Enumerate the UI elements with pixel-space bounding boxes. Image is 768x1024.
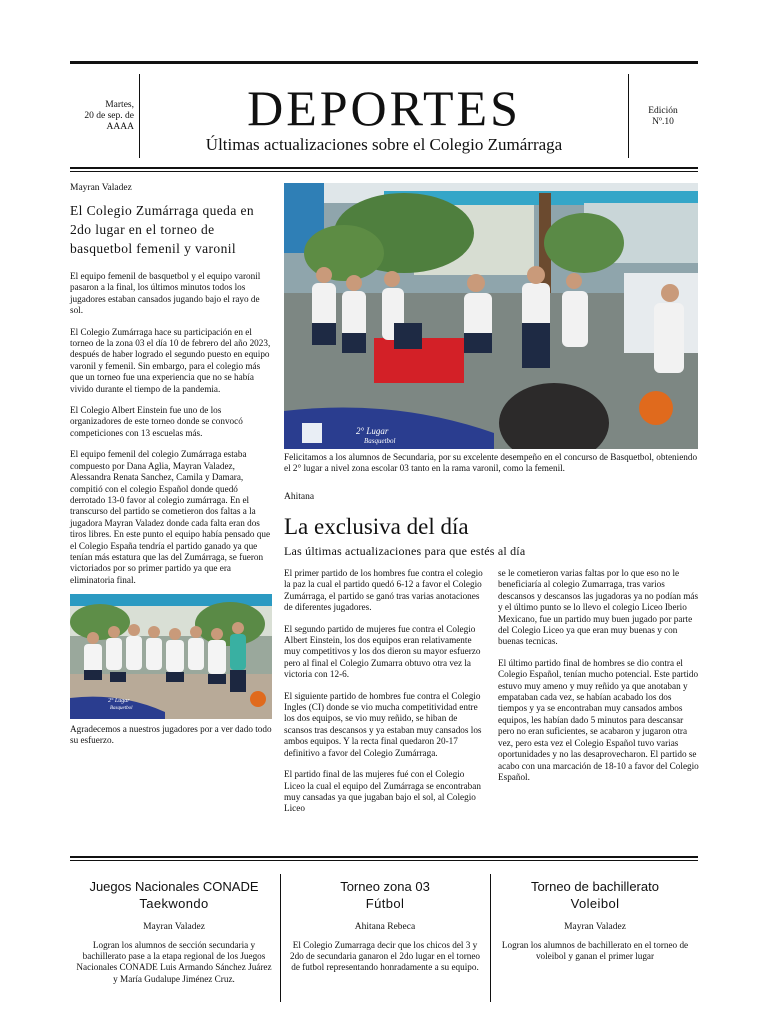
team-photo-illustration: [70, 594, 272, 719]
news-box-sport: Taekwondo: [139, 896, 209, 911]
date-block: [72, 100, 134, 133]
main-photo-banner-sub: Basquetbol: [364, 437, 396, 445]
bottom-divider-left: [280, 874, 281, 1002]
exclusive-paragraph: se le cometieron varias faltas por lo que eso no le beneficiaría al colegio Zumarraga, tras varios descansos y descansos las jugadoras ya no podían más y el último punto se lo llevo el colegio Liceo Iberio Mexicano, fue un partido muy buen jugado por parte del Colegio Liceo ya que eran muy buenas y con buenas tecnicas.: [498, 568, 699, 647]
news-box-author: Mayran Valadez: [564, 922, 626, 932]
masthead-divider-right: [628, 74, 629, 158]
left-article-paragraph: El equipo femenil del colegio Zumárraga estaba compuesto por Dana Aglia, Mayran Valadez, Alessandra Renata Sanchez, Camila y Damara, compitió con el colegio Español donde quedó derrotado 13-0 favor al colegio zumárraga. En el transcurso del partido se cometieron dos faltas a la jugadora Mayran Valadez donde cada falta eran dos tiros libres. En este punto el equipo había pensado que el Colegio España tendría el partido ganado ya que tenían más estatura que las del Zumárraga, se fueron victoriados por so primer partido ya que era eliminatoria final.: [70, 449, 271, 585]
date-line-2: 20 de sep. de: [84, 111, 134, 121]
masthead-bottom-rule: [70, 167, 698, 169]
edition-block: [636, 106, 690, 128]
news-box-text: Logran los alumnos de sección secundaria y bachillerato pase a la etapa regional de los Juegos Nacionales CONADE Luis Armando Sánchez Juárez y María Gudalupe Jiménez Cruz.: [76, 940, 272, 984]
bottom-section-rule: [70, 856, 698, 858]
exclusive-paragraph: El segundo partido de mujeres fue contra el Colegio Albert Einstein, los dos equipos eran relativamente muy competitivos y los dos dieron su mayor esfuerzo pero al final el Colegio Zumarra obtuvo otra vez la victoria con 12-6.: [284, 623, 481, 680]
news-box-author: Ahitana Rebeca: [354, 922, 416, 932]
news-box-text: El Colegio Zumarraga decir que los chicos del 3 y 2do de secundaria ganaron el 2do lugar en el torneo de futbol representando honradamente a su equipo.: [289, 940, 481, 973]
team-photo: [70, 594, 272, 719]
bottom-divider-right: [490, 874, 491, 1002]
exclusive-subtitle: Las últimas actualizaciones para que estés al día: [284, 544, 526, 558]
left-article-paragraph: El Colegio Albert Einstein fue uno de los organizadores de este torneo donde se convocó competiciones con 13 escuelas más.: [70, 405, 243, 438]
team-photo-banner-sub: Basquetbol: [110, 706, 133, 711]
team-photo-banner-label: 2° Lugar: [108, 698, 130, 704]
news-box-title: Torneo de bachillerato: [531, 879, 659, 894]
exclusive-author: Ahitana: [284, 492, 315, 502]
news-box-title: Juegos Nacionales CONADE: [89, 879, 259, 894]
masthead-bottom-rule-2: [70, 171, 698, 172]
bottom-section-rule-2: [70, 860, 698, 861]
exclusive-column-a: [284, 568, 486, 825]
edition-number: Nº.10: [652, 117, 674, 127]
left-article-paragraph: El equipo femenil de basquetbol y el equipo varonil pasaron a la final, los últimos minutos todos los jugadores estaban cansados jugando bajo el rayo de sol.: [70, 271, 261, 316]
left-article-headline: El Colegio Zumárraga queda en 2do lugar en el torneo de basquetbol femenil y varonil: [70, 203, 255, 256]
top-rule: [70, 61, 698, 64]
main-photo-illustration: [284, 183, 698, 449]
main-photo-caption: Felicitamos a los alumnos de Secundaria, por su excelente desempeño en el concurso de Basquetbol, obteniendo el 2° lugar a nivel zona escolar 03 tanto en la rama varonil, como la femenil.: [284, 452, 698, 474]
newspaper-subtitle: Últimas actualizaciones sobre el Colegio Zumárraga: [205, 135, 563, 154]
exclusive-column-b: [498, 568, 700, 793]
exclusive-paragraph: El siguiente partido de hombres fue contra el Colegio Ingles (CI) donde se vio mucha competitividad entre los dos equipos, se vio muy reñido, se hiban de scansos tras descansos y ya estaban muy cansados los ambos equipos. Y la recta final quedaron 20-17 definitivo a favor del Colegio Zumárraga.: [284, 690, 482, 758]
exclusive-paragraph: El partido final de las mujeres fué con el Colegio Liceo la cual el equipo del Zumárraga se encontraban muy cansadas ya que jugaban bajo el sol, al Colegio Liceo: [284, 769, 481, 814]
main-photo-banner-label: 2° Lugar: [356, 426, 389, 436]
exclusive-paragraph: El primer partido de los hombres fue contra el colegio la paz la cual el partido quedó 6-12 a favor el Colegio Zumárraga, el partido se ganó tras varias anotaciones de diferentes jugadores.: [284, 568, 483, 613]
news-box-voleibol: [496, 878, 694, 962]
masthead-divider-left: [139, 74, 140, 158]
date-line-3: AAAA: [106, 122, 134, 132]
left-article: [70, 183, 272, 596]
left-article-paragraph: El Colegio Zumárraga hace su participación en el torneo de la zona 03 el día 10 de febrero del año 2023, después de haber logrado el segundo puesto en equipo varonil y femenil. Sin embargo, para el colegio más que un torneo fue una experiencia que no se había vivido durante el tiempo de la pandemia.: [70, 326, 271, 394]
newspaper-title: DEPORTES: [247, 80, 521, 136]
news-box-text: Logran los alumnos de bachillerato en el torneo de voleibol y ganan el primer lugar: [501, 940, 689, 962]
news-box-sport: Voleibol: [570, 896, 620, 911]
exclusive-paragraph: El último partido final de hombres se dio contra el Colegio Español, tenían mucho potencial. Este partido estuvo muy ameno y muy reñido ya que anotaban y empataban cada vez, se habían acabado los dos tiempos y ya se encontraban muy cansados ambos equipos, les habían dado 5 minutos para descansar pero no eran suficientes, se acabaron y jugaron otra vez, pero esta vez el Colegio Español tuvo varias oportunidades y no las desaprovecharon. El partido se acabo con una marcación de 18-10 a favor del Colegio Español.: [498, 657, 699, 782]
news-box-author: Mayran Valadez: [143, 922, 205, 932]
news-box-title: Torneo zona 03: [340, 879, 430, 894]
news-box-futbol: [286, 878, 484, 974]
date-line-1: Martes,: [105, 100, 134, 110]
exclusive-title: La exclusiva del día: [284, 514, 469, 539]
news-box-sport: Fútbol: [365, 896, 405, 911]
news-box-conade: [76, 878, 272, 985]
team-photo-caption: Agradecemos a nuestros jugadores por a ver dado todo su esfuerzo.: [70, 724, 272, 746]
main-photo: [284, 183, 698, 449]
edition-label: Edición: [648, 106, 678, 116]
left-article-author: Mayran Valadez: [70, 183, 132, 193]
